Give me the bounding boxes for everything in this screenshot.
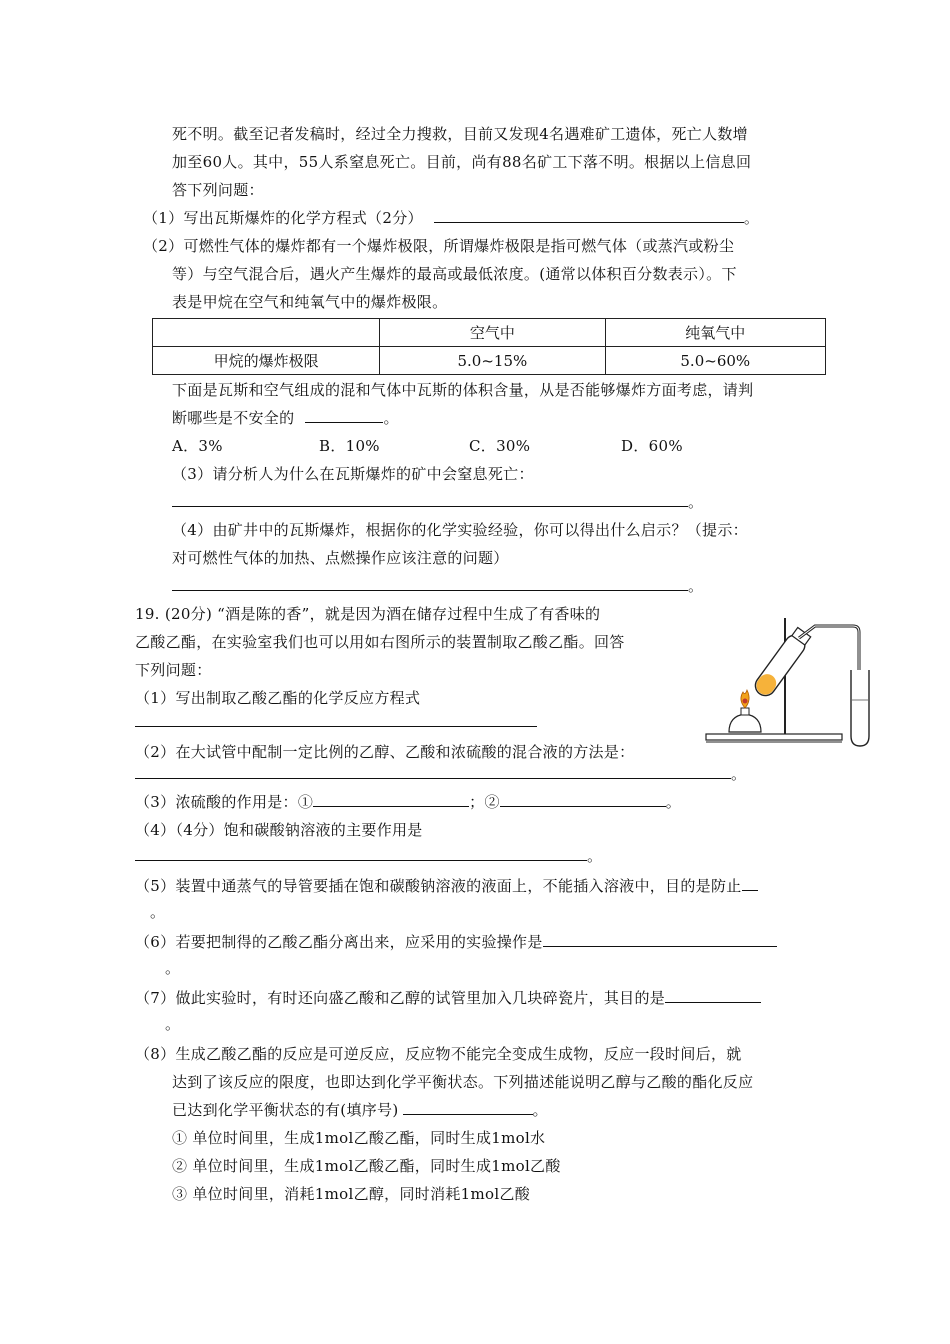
q19-part6-answer-blank[interactable] <box>543 932 777 947</box>
period: 。 <box>731 765 747 783</box>
q19-part5 <box>135 876 758 896</box>
intro-line-3: 答下列问题： <box>172 181 264 199</box>
table-cell-oxygen-value: 5.0~60% <box>605 347 825 375</box>
period: 。 <box>688 577 704 595</box>
q19-heading-line-3: 下列问题： <box>135 661 212 679</box>
q18-part4-line-2: 对可燃性气体的加热、点燃操作应该注意的问题） <box>172 549 509 567</box>
q19-part1: （1）写出制取乙酸乙酯的化学反应方程式 <box>135 689 421 707</box>
q19-part8-line-3 <box>172 1100 548 1120</box>
q18-part2-line-5-text: 断哪些是不安全的 <box>172 409 295 427</box>
q18-part2-line-4: 下面是瓦斯和空气组成的混和气体中瓦斯的体积含量，从是否能够爆炸方面考虑，请判 <box>172 381 754 399</box>
q19-part2-answer-line <box>135 764 746 784</box>
intro-line-2: 加至60人。其中，55人系窒息死亡。目前，尚有88名矿工下落不明。根据以上信息回 <box>172 153 752 171</box>
q19-part2: （2）在大试管中配制一定比例的乙醇、乙酸和浓硫酸的混合液的方法是： <box>135 743 635 761</box>
table-header-empty <box>153 319 380 347</box>
period: 。 <box>165 1015 181 1033</box>
q19-part6 <box>135 932 777 952</box>
q18-part4-line-1: （4）由矿井中的瓦斯爆炸，根据你的化学实验经验，你可以得出什么启示？（提示： <box>172 521 748 539</box>
q19-part3-mid: ；② <box>469 793 500 811</box>
option-c[interactable]: C．30% <box>469 437 531 455</box>
q19-choice-2: ② 单位时间里，生成1mol乙酸乙酯，同时生成1mol乙酸 <box>172 1157 561 1175</box>
q19-part3-prefix: （3）浓硫酸的作用是：① <box>135 793 314 811</box>
option-b[interactable]: B．10% <box>319 437 380 455</box>
q19-part1-answer-blank[interactable] <box>135 712 537 727</box>
option-d[interactable]: D．60% <box>621 437 683 455</box>
q19-heading-line-2: 乙酸乙酯，在实验室我们也可以用如右图所示的装置制取乙酸乙酯。回答 <box>135 633 625 651</box>
period: 。 <box>383 409 399 427</box>
q18-part4-answer-line <box>172 576 703 596</box>
q18-part2-line-1: （2）可燃性气体的爆炸都有一个爆炸极限，所谓爆炸极限是指可燃气体（或蒸汽或粉尘 <box>143 237 735 255</box>
period: 。 <box>743 209 760 227</box>
q19-part8-answer-blank[interactable] <box>403 1100 533 1115</box>
table-cell-air-value: 5.0~15% <box>380 347 605 375</box>
q18-part3-answer-line <box>172 492 703 512</box>
q19-part4: （4）（4分）饱和碳酸钠溶液的主要作用是 <box>135 821 423 839</box>
q18-part2-answer-blank[interactable] <box>305 408 383 423</box>
q19-choice-3: ③ 单位时间里，消耗1mol乙醇，同时消耗1mol乙酸 <box>172 1185 531 1203</box>
intro-line-1: 死不明。截至记者发稿时，经过全力搜救，目前又发现4名遇难矿工遗体，死亡人数增 <box>172 125 748 143</box>
table-cell-label: 甲烷的爆炸极限 <box>153 347 380 375</box>
q18-part3-answer-blank[interactable] <box>172 492 688 507</box>
q19-part8-line-1: （8）生成乙酸乙酯的反应是可逆反应，反应物不能完全变成生成物，反应一段时间后，就 <box>135 1045 742 1063</box>
table-row <box>153 347 826 375</box>
q19-part3-answer-blank-1[interactable] <box>313 792 469 807</box>
q19-part8-line-2: 达到了该反应的限度，也即达到化学平衡状态。下列描述能说明乙醇与乙酸的酯化反应 <box>172 1073 754 1091</box>
q19-part7-text: （7）做此实验时，有时还向盛乙酸和乙醇的试管里加入几块碎瓷片，其目的是 <box>135 989 666 1007</box>
q18-part4-answer-blank[interactable] <box>172 576 688 591</box>
q18-part2-line-5 <box>172 408 399 428</box>
explosion-limit-table <box>152 318 826 375</box>
q18-part2-line-3: 表是甲烷在空气和纯氧气中的爆炸极限。 <box>172 293 448 311</box>
esterification-apparatus-figure <box>703 600 889 750</box>
q19-part4-answer-blank[interactable] <box>135 846 587 861</box>
q18-part1 <box>143 208 759 228</box>
q19-heading-line-1: 19. (20分) “酒是陈的香”，就是因为酒在储存过程中生成了有香味的 <box>135 605 601 623</box>
q19-part7-answer-blank[interactable] <box>665 988 761 1003</box>
q19-part3-answer-blank-2[interactable] <box>500 792 666 807</box>
q19-part5-text: （5）装置中通蒸气的导管要插在饱和碳酸钠溶液的液面上，不能插入溶液中，目的是防止 <box>135 877 742 895</box>
q19-choice-1: ① 单位时间里，生成1mol乙酸乙酯，同时生成1mol水 <box>172 1129 546 1147</box>
period: 。 <box>165 959 181 977</box>
q19-part5-answer-blank[interactable] <box>742 876 758 891</box>
q19-part6-text: （6）若要把制得的乙酸乙酯分离出来，应采用的实验操作是 <box>135 933 543 951</box>
q18-part1-answer-blank[interactable] <box>434 208 744 223</box>
q18-part2-line-2: 等）与空气混合后，遇火产生爆炸的最高或最低浓度。(通常以体积百分数表示）。下 <box>172 265 737 283</box>
period: 。 <box>532 1101 548 1119</box>
q18-part3: （3）请分析人为什么在瓦斯爆炸的矿中会窒息死亡： <box>172 465 534 483</box>
table-header-oxygen: 纯氧气中 <box>605 319 825 347</box>
table-header-air: 空气中 <box>380 319 605 347</box>
q19-part8-line-3-text: 已达到化学平衡状态的有(填序号) <box>172 1101 399 1119</box>
period: 。 <box>665 793 682 811</box>
q19-part3 <box>135 792 681 812</box>
q18-part1-text: （1）写出瓦斯爆炸的化学方程式（2分） <box>143 209 423 227</box>
period: 。 <box>150 903 166 921</box>
q19-part1-answer-line <box>135 712 537 732</box>
q19-part2-answer-blank[interactable] <box>135 764 731 779</box>
period: 。 <box>587 847 603 865</box>
option-a[interactable]: A．3% <box>172 437 223 455</box>
table-row <box>153 319 826 347</box>
q19-part7 <box>135 988 761 1008</box>
q19-part4-answer-line <box>135 846 602 866</box>
period: 。 <box>688 493 704 511</box>
